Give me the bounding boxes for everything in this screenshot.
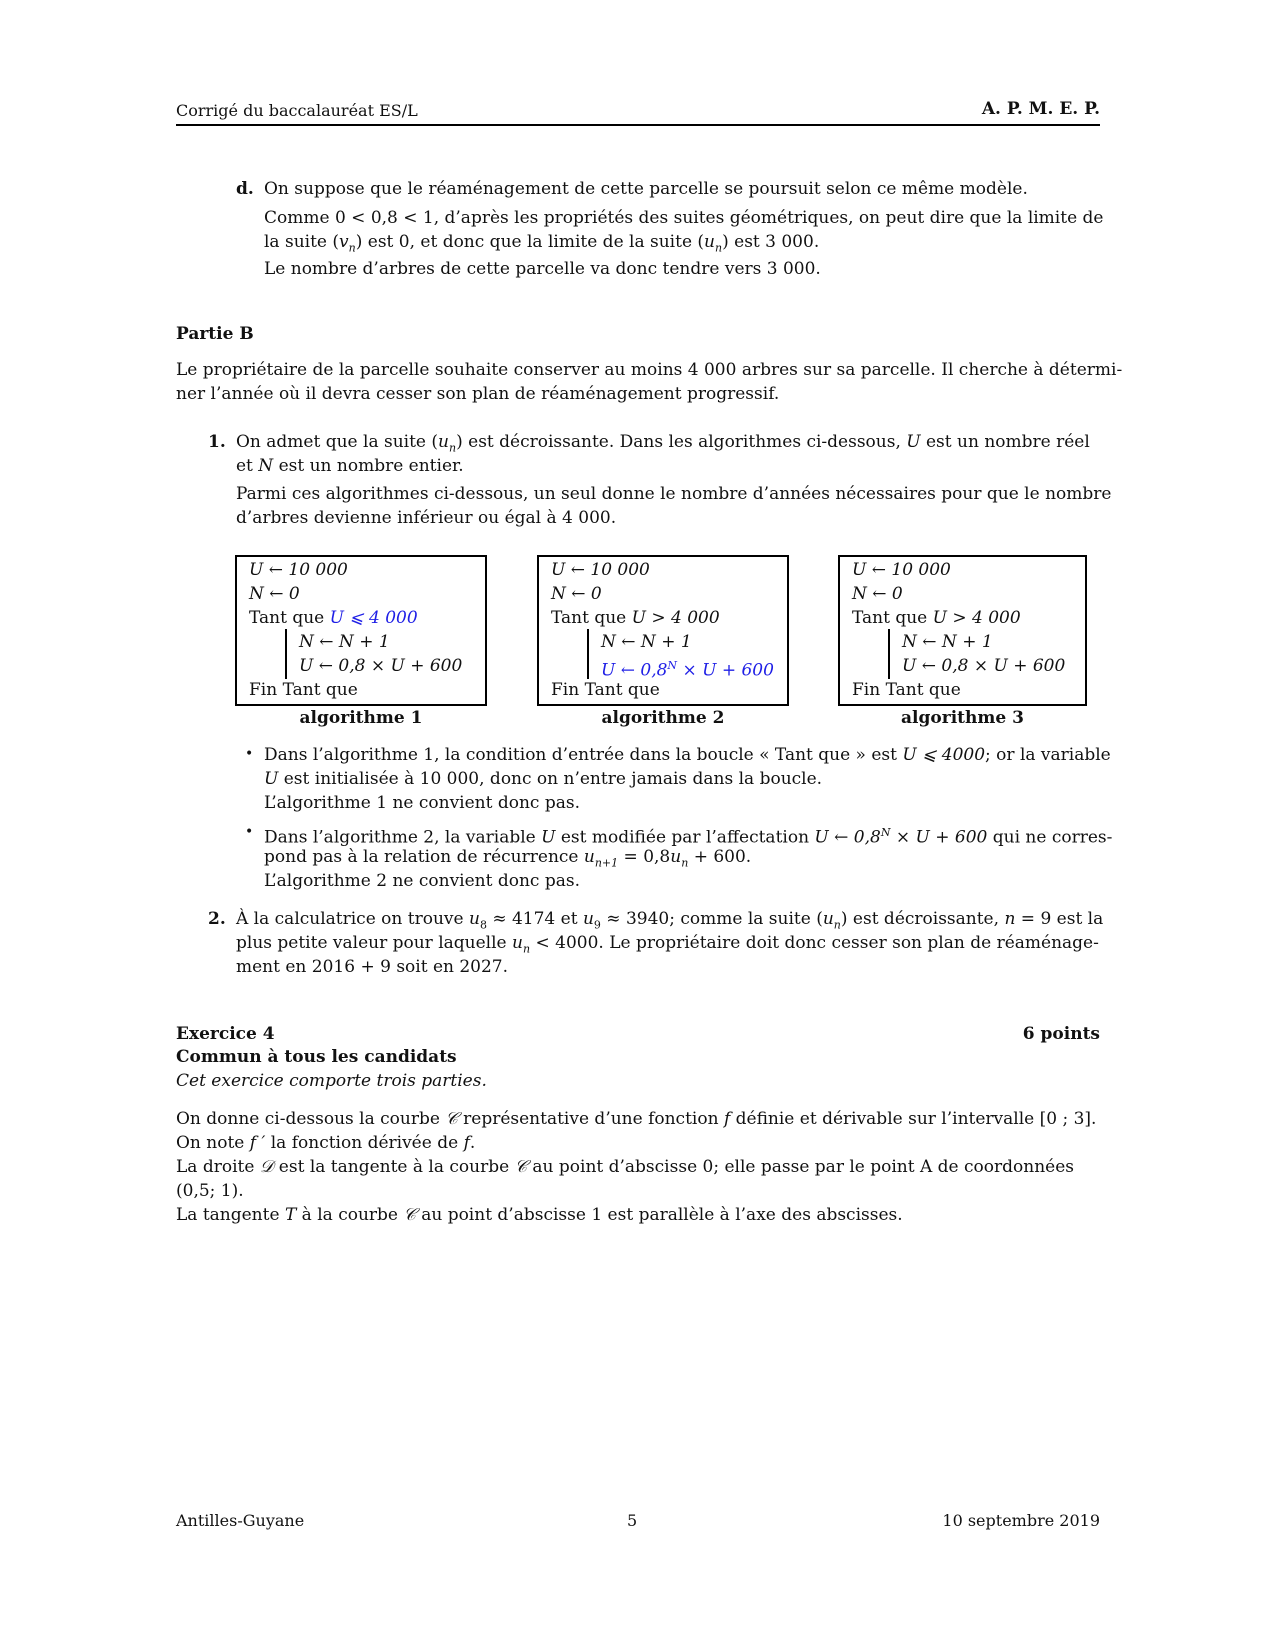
bullet-1-line2: U est initialisée à 10 000, donc on n’entre jamais dans la boucle.	[264, 769, 823, 789]
header-title: Corrigé du baccalauréat ES/L	[176, 101, 418, 120]
exercise-4-note: Cet exercice comporte trois parties.	[176, 1071, 487, 1091]
question-2-label: 2.	[208, 909, 226, 929]
algo1-line-init-u: U ← 10 000	[249, 560, 348, 580]
bullet-2-line1: Dans l’algorithme 2, la variable U est modifiée par l’affectation U ← $0,8^N \times U + 600$ qui ne corres-	[264, 826, 1113, 848]
bullet-dot-icon: •	[245, 746, 254, 762]
question-1-line1: On admet que la suite $(u_n)$ est décroissante. Dans les algorithmes ci-dessous, U est un nombre réel	[236, 432, 1090, 455]
question-2-line3: ment en 2016 + 9 soit en 2027.	[236, 957, 509, 977]
algo3-line-while: Tant que U > 4 000	[852, 608, 1021, 628]
exercise-4-para-2: On note f ′ la fonction dérivée de f.	[176, 1133, 476, 1153]
question-1-line3: Parmi ces algorithmes ci-dessous, un seul donne le nombre d’années nécessaires pour que le nombre	[236, 484, 1112, 504]
part-d-line1: On suppose que le réaménagement de cette parcelle se poursuit selon ce même modèle.	[264, 179, 1028, 199]
header-org: A. P. M. E. P.	[981, 99, 1100, 119]
footer-page-number: 5	[627, 1511, 638, 1530]
exercise-4-para-1: On donne ci-dessous la courbe 𝒞 représentative d’une fonction f définie et dérivable sur l’intervalle [0 ; 3].	[176, 1109, 1097, 1129]
algo2-line-while: Tant que U > 4 000	[551, 608, 720, 628]
bullet-2-line2: pond pas à la relation de récurrence $u_{n+1} = 0,8u_n + 600$.	[264, 847, 752, 870]
algorithm-3-caption: algorithme 3	[901, 708, 1024, 728]
exercise-4-title: Exercice 4	[176, 1024, 275, 1044]
partie-b-intro-1: Le propriétaire de la parcelle souhaite conserver au moins 4 000 arbres sur sa parcelle. Il cherche à détermi-	[176, 360, 1123, 380]
algo3-line-end: Fin Tant que	[852, 680, 961, 700]
algorithm-3-box	[838, 555, 1087, 706]
algo2-line-increment: N ← N + 1	[601, 632, 692, 652]
footer-date: 10 septembre 2019	[942, 1511, 1100, 1530]
algo2-line-update: U ← $0,8^N \times U + 600$	[601, 659, 774, 681]
algo2-line-init-u: U ← 10 000	[551, 560, 650, 580]
algo2-line-end: Fin Tant que	[551, 680, 660, 700]
part-d-line2: Comme 0 < 0,8 < 1, d’après les propriétés des suites géométriques, on peut dire que la limite de	[264, 208, 1104, 228]
question-1-label: 1.	[208, 432, 226, 452]
header-rule	[176, 124, 1100, 126]
algo3-loop-bar	[888, 629, 890, 679]
bullet-dot-icon: •	[245, 824, 254, 840]
exercise-4-para-5: La tangente T à la courbe 𝒞 au point d’abscisse 1 est parallèle à l’axe des abscisses.	[176, 1205, 903, 1225]
algo2-line-init-n: N ← 0	[551, 584, 602, 604]
algorithm-1-caption: algorithme 1	[299, 708, 423, 728]
footer-location: Antilles-Guyane	[176, 1511, 305, 1530]
question-1-line4: d’arbres devienne inférieur ou égal à 4 000.	[236, 508, 617, 528]
algo3-line-init-n: N ← 0	[852, 584, 903, 604]
algo3-line-update: U ← 0,8 × U + 600	[902, 656, 1066, 676]
part-d-label: d.	[236, 179, 254, 199]
bullet-1-line3: L’algorithme 1 ne convient donc pas.	[264, 793, 580, 813]
algo1-line-while: Tant que U ⩽ 4 000	[249, 608, 418, 628]
algorithm-1-box	[235, 555, 487, 706]
algo1-line-update: U ← 0,8 × U + 600	[299, 656, 463, 676]
algo1-line-increment: N ← N + 1	[299, 632, 390, 652]
exercise-4-subtitle: Commun à tous les candidats	[176, 1047, 457, 1067]
algo1-loop-bar	[285, 629, 287, 679]
question-2-line2: plus petite valeur pour laquelle $u_n < 4000$. Le propriétaire doit donc cesser son plan de réaménage-	[236, 933, 1099, 956]
exercise-4-para-4: (0,5; 1).	[176, 1181, 244, 1201]
exercise-4-points: 6 points	[1022, 1024, 1100, 1044]
algo3-line-increment: N ← N + 1	[902, 632, 993, 652]
algo3-line-init-u: U ← 10 000	[852, 560, 951, 580]
part-d-line4: Le nombre d’arbres de cette parcelle va donc tendre vers 3 000.	[264, 259, 821, 279]
question-1-line2: et N est un nombre entier.	[236, 456, 464, 476]
question-2-line1: À la calculatrice on trouve $u_8 \approx 4174$ et $u_9 \approx 3940$; comme la suite $(u_n)$ est décroissante, n = 9 est la	[236, 909, 1104, 932]
algo1-line-end: Fin Tant que	[249, 680, 358, 700]
bullet-2-line3: L’algorithme 2 ne convient donc pas.	[264, 871, 580, 891]
part-d-line3: la suite $(v_n)$ est 0, et donc que la limite de la suite $(u_n)$ est 3 000.	[264, 232, 820, 255]
bullet-1-line1: Dans l’algorithme 1, la condition d’entrée dans la boucle « Tant que » est U ⩽ 4000; or la variable	[264, 745, 1111, 765]
algorithm-2-box	[537, 555, 789, 706]
partie-b-title: Partie B	[176, 324, 254, 344]
partie-b-intro-2: ner l’année où il devra cesser son plan de réaménagement progressif.	[176, 384, 780, 404]
algo1-line-init-n: N ← 0	[249, 584, 300, 604]
algo2-loop-bar	[587, 629, 589, 679]
algorithm-2-caption: algorithme 2	[601, 708, 725, 728]
exercise-4-para-3: La droite 𝒟 est la tangente à la courbe 𝒞 au point d’abscisse 0; elle passe par le point A de coordonnées	[176, 1157, 1074, 1177]
